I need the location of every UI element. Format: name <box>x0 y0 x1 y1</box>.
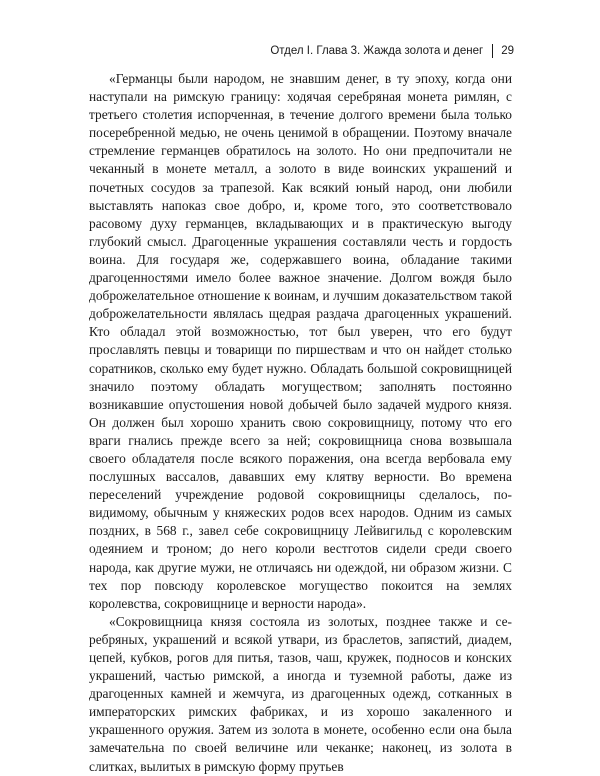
running-header <box>270 44 514 58</box>
chapter-title: Отдел I. Глава 3. Жажда золота и денег <box>270 45 484 57</box>
body-text <box>89 70 512 776</box>
page-number: 29 <box>501 45 514 57</box>
header-separator <box>492 44 493 58</box>
paragraph: «Сокровищница князя состояла из золотых, позднее также и серебряных, украшений и всякой утвари, из браслетов, запястий, диадем, цепей, кубков, рогов для питья, тазов, чаш, кружек, подносов и конских украшений, частью римской, а иногда и туземной работы, даже из драгоценных камней и жемчуга, из драгоценных одежд, сотканных в императорских римских фабриках, и из хорошо закаленного и украшенного оружия. Затем из золота в монете, особенно если она была замечательна по своей величине или чеканке; наконец, из золота в слитках, вылитых в римскую форму прутьев <box>89 613 512 774</box>
paragraph: «Германцы были народом, не знавшим денег, в ту эпоху, когда они наступали на римскую границу: ходячая серебряная монета римлян, с третьего столетия испорченная, в течение долгого времени была только посеребренной медью, не очень ценимой в обращении. Поэтому вначале стремление германцев обратилось на золото. Но они предпочитали не чеканный в монете металл, а золото в виде воинских украшений и почетных сосудов за трапезой. Как всякий юный народ, они любили выставлять напоказ свое добро, и, кроме того, это соответствовало расовому духу германцев, вкладывающих и в практическую выгоду глубокий смысл. Драгоценные украшения составляли честь и гордость воина. Для государя же, содержавшего воина, обладание такими драгоценностями имело более важное значение. Долгом вождя было доброжелательное отношение к воинам, и лучшим доказательством такой доброжелательности являлась щедрая раздача драгоценных украшений. Кто обладал этой возможностью, тот был уверен, что его будут прославлять певцы и товарищи по пиршествам и что он найдет столько соратников, сколько ему будет нужно. Обладать большой сокровищницей значило поэтому обладать могуществом; заполнять постоянно возникавшие опустошения новой добычей было задачей мудрого князя. Он должен был хорошо хранить свою сокровищницу, потому что его враги гнались прежде всего за ней; сокровищница снова возвышала своего обладателя после всякого поражения, она всегда вербовала ему послушных вассалов, дававших ему клятву верности. Во времена переселений учреждение родовой сокровищницы сделалось, по-видимому, обычным у княжеских родов всех народов. Одним из самых поздних, в 568 г., завел себе сокровищницу Лейвигильд с королевским одеянием и троном; до него короли вестготов сидели среди своего народа, как другие мужи, не отличаясь ни одеждой, ни образом жизни. С тех пор повсюду королевское могущество покоится на землях королевства, сокровищнице и верности народа». <box>89 71 512 611</box>
